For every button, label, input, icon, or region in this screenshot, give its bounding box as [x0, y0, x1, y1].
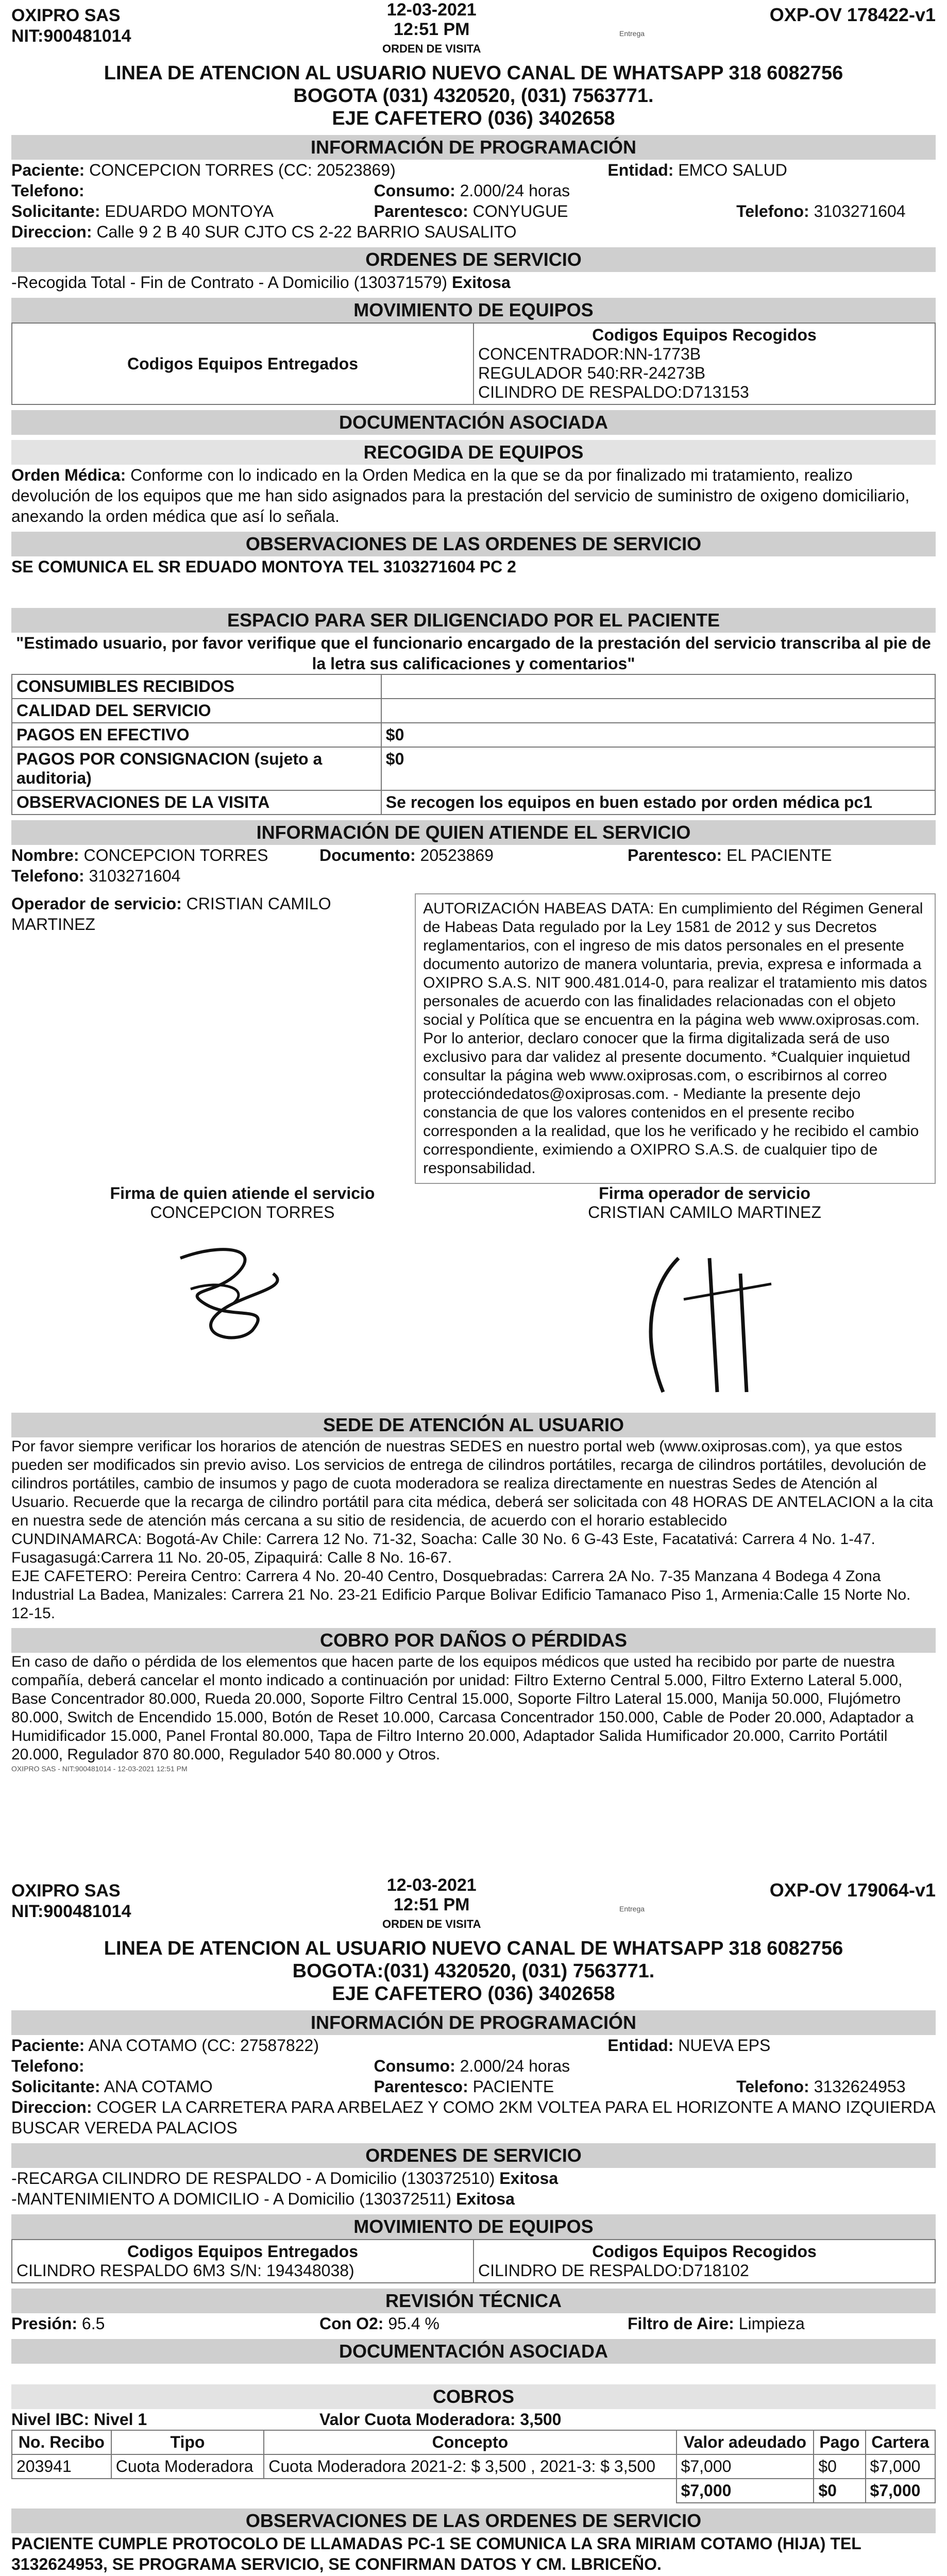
solicitante-value: ANA COTAMO	[104, 2077, 213, 2096]
cobro-text: En caso de daño o pérdida de los elementos que hacen parte de los equipos médicos que usted ha recibido por parte de nuestra compañía, deberá cancelar el monto indicado a continuación por unidad: Filtro Externo Central 5.000, Filtro Externo Lateral 5.000, Base Concentrador 80.000, Rueda 20.000, Soporte Filtro Central 15.000, Soporte Filtro Lateral 15.000, Manija 50.000, Flujómetro 80.000, Switch de Encendido 15.000, Botón de Reset 10.000, Carcasa Concentrador 150.000, Cable de Poder 20.000, Adaptador a Humidificador 15.000, Panel Frontal 80.000, Tapa de Filtro Interno 20.000, Adaptador Salida Humificador 20.000, Carrito Portátil 20.000, Regulador 870 80.000, Regulador 540 80.000 y Otros.	[11, 1653, 914, 1763]
consumo-value: 2.000/24 horas	[460, 181, 570, 200]
info-row-direccion	[11, 222, 936, 242]
consumo-label: Consumo:	[374, 2057, 455, 2075]
table-cell: $7,000	[866, 2479, 935, 2503]
signature-image	[606, 1227, 802, 1402]
table-header-row	[12, 2430, 935, 2454]
orden-text: -Recogida Total - Fin de Contrato - A Domicilio (130371579)	[11, 273, 448, 292]
check-value	[381, 699, 935, 723]
documento-value: 20523869	[420, 846, 494, 865]
check-value: $0	[381, 747, 935, 790]
company-block	[11, 5, 131, 46]
section-observaciones: OBSERVACIONES DE LAS ORDENES DE SERVICIO	[11, 532, 936, 556]
operador-value: CRISTIAN CAMILO MARTINEZ	[11, 894, 331, 934]
section-ordenes: ORDENES DE SERVICIO	[11, 2143, 936, 2168]
paciente-value: ANA COTAMO (CC: 27587822)	[88, 2036, 319, 2055]
nombre-label: Nombre:	[11, 846, 79, 865]
direccion-value: Calle 9 2 B 40 SUR CJTO CS 2-22 BARRIO SAUSALITO	[96, 223, 517, 241]
telefono2-value: 3132624953	[814, 2077, 906, 2096]
section-revision: REVISIÓN TÉCNICA	[11, 2289, 936, 2313]
order-type: ORDEN DE VISITA	[382, 1918, 481, 1930]
order-code: OXP-OV 179064-v1	[769, 1879, 936, 1901]
recogido-item: REGULADOR 540:RR-24273B	[478, 364, 706, 382]
nivel-label: Nivel IBC:	[11, 2410, 90, 2429]
section-ordenes: ORDENES DE SERVICIO	[11, 247, 936, 272]
table-cell: $0	[814, 2479, 865, 2503]
firma-op-name: CRISTIAN CAMILO MARTINEZ	[588, 1203, 821, 1222]
entidad-label: Entidad:	[607, 161, 674, 179]
entregados-label: Codigos Equipos Entregados	[12, 323, 474, 404]
telefono2-value: 3103271604	[814, 202, 906, 221]
signature-image	[160, 1227, 325, 1351]
telefono-label: Telefono:	[11, 181, 84, 200]
table-cell: Cuota Moderadora 2021-2: $ 3,500 , 2021-3: $ 3,500	[264, 2454, 676, 2479]
table-cell: $7,000	[866, 2454, 935, 2479]
recogido-item: CILINDRO DE RESPALDO:D718102	[478, 2261, 749, 2280]
paciente-label: Paciente:	[11, 2036, 85, 2055]
orden-item	[11, 2189, 936, 2209]
entidad-label: Entidad:	[607, 2036, 674, 2055]
parentesco3-label: Parentesco:	[628, 846, 722, 865]
section-movimiento: MOVIMIENTO DE EQUIPOS	[11, 2214, 936, 2239]
movimiento-table	[11, 2239, 936, 2283]
check-label: PAGOS EN EFECTIVO	[12, 723, 381, 747]
table-row	[12, 790, 935, 815]
section-sede: SEDE DE ATENCIÓN AL USUARIO	[11, 1413, 936, 1437]
contact-line-2: BOGOTA:(031) 4320520, (031) 7563771.	[292, 1960, 655, 1982]
sede-text-2: CUNDINAMARCA: Bogotá-Av Chile: Carrera 12 No. 71-32, Soacha: Calle 30 No. 6 G-43 Este, Facatativá: Carrera 4 No. 1-47. Fusagasugá:Carrera 11 No. 20-05, Zipaquirá: Calle 8 No. 16-67.	[11, 1531, 875, 1566]
telefono2-label: Telefono:	[736, 2077, 809, 2096]
cobros-nivel-row	[11, 2409, 936, 2430]
check-label: CONSUMIBLES RECIBIDOS	[12, 674, 381, 699]
filtro-label: Filtro de Aire:	[628, 2314, 734, 2333]
telefono2-label: Telefono:	[736, 202, 809, 221]
order-code: OXP-OV 178422-v1	[769, 4, 936, 25]
presion-label: Presión:	[11, 2314, 78, 2333]
observaciones-text: PACIENTE CUMPLE PROTOCOLO DE LLAMADAS PC-1 SE COMUNICA LA SRA MIRIAM COTAMO (HIJA) TEL 3132624953, SE PROGRAMA SERVICIO, SE CONFIRMAN DATOS Y CM. LBRICEÑO.	[11, 2534, 861, 2573]
order-header	[11, 0, 936, 62]
revision-row	[11, 2313, 936, 2334]
habeas-data: AUTORIZACIÓN HABEAS DATA: En cumplimiento del Régimen General de Habeas Data regulado por la Ley 1581 de 2012 y sus Decretos reglamentarios, con el ingreso de mis datos personales en el presente documento autorizo de manera voluntaria, previa, expresa e informada a OXIPRO S.A.S. NIT 900.481.014-0, para realizar el tratamiento mis datos personales de acuerdo con las finalidades relacionadas con el objeto social y Política que se encuentra en la página web www.oxiprosas.com. Por lo anterior, declaro conocer que la firma digitalizada será de uso exclusivo para dar validez al presente documento. *Cualquier inquietud consultar la página web www.oxiprosas.com, o escribirnos al correo proteccióndedatos@oxiprosas.com. - Mediante la presente dejo constancia de que los valores contenidos en el presente recibo corresponden a la realidad, que los he verificado y he recibido el cambio correspondiente, eximiendo a OXIPRO S.A.S. de cualquier tipo de responsabilidad.	[415, 893, 936, 1184]
presion-value: 6.5	[81, 2314, 105, 2333]
section-paciente: ESPACIO PARA SER DILIGENCIADO POR EL PACIENTE	[11, 608, 936, 633]
sede-text: Por favor siempre verificar los horarios de atención de nuestras SEDES en nuestro portal web (www.oxiprosas.com), ya que estos pueden ser modificados sin previo aviso. Los servicios de entrega de cilindros portátiles, recarga de cilindros portátiles, devolución de cilindros portátiles, cambio de insumos y pago de cuota moderadora se realiza directamente en nuestras Sedes de Atención al Usuario. Recuerde que la recarga de cilindro portátil para cita médica, deberá ser solicitada con 48 HORAS DE ANTELACION a la cita en nuestra sede de atención más cercana a su sitio de residencia, de acuerdo con el horario establecido	[11, 1438, 934, 1529]
table-row	[12, 2454, 935, 2479]
table-row	[12, 723, 935, 747]
check-label: PAGOS POR CONSIGNACION (sujeto a auditoria)	[12, 747, 381, 790]
info-row-paciente	[11, 2035, 936, 2056]
movimiento-table	[11, 323, 936, 405]
cobros-table	[11, 2430, 936, 2503]
sede-text-3: EJE CAFETERO: Pereira Centro: Carrera 4 No. 20-40 Centro, Dosquebradas: Carrera 2A No. 7-35 Manzana 4 Bodega 4 Zona Industrial La Badea, Manizales: Carrera 21 No. 23-21 Edificio Parque Bolivar Edificio Tamanaco Piso 1, Armenia:Calle 15 Norte No. 12-15.	[11, 1568, 911, 1622]
solicitante-label: Solicitante:	[11, 2077, 100, 2096]
con-o2-label: Con O2:	[319, 2314, 384, 2333]
table-row	[12, 674, 935, 699]
nombre-value: CONCEPCION TORRES	[83, 846, 268, 865]
entidad-value: EMCO SALUD	[678, 161, 787, 179]
recogidos-cell	[474, 2240, 935, 2283]
consumo-value: 2.000/24 horas	[460, 2057, 570, 2075]
filtro-value: Limpieza	[738, 2314, 805, 2333]
company-name: OXIPRO SAS	[11, 1881, 121, 1901]
recogido-item: CILINDRO DE RESPALDO:D713153	[478, 383, 749, 401]
table-total-row	[12, 2479, 935, 2503]
info-row-telefono	[11, 180, 936, 201]
operador-row	[11, 893, 936, 1184]
section-movimiento: MOVIMIENTO DE EQUIPOS	[11, 298, 936, 323]
section-cobros: COBROS	[11, 2384, 936, 2409]
parentesco-value: CONYUGUE	[472, 202, 568, 221]
order-header	[11, 1875, 936, 1937]
column-header: Pago	[814, 2430, 865, 2454]
info-row-telefono	[11, 2056, 936, 2076]
info-row-direccion	[11, 2097, 936, 2138]
column-header: Valor adeudado	[677, 2430, 814, 2454]
contact-line-2: BOGOTA (031) 4320520, (031) 7563771.	[293, 85, 654, 107]
datetime-block	[382, 1875, 481, 1934]
column-header: Concepto	[264, 2430, 676, 2454]
telefono-label: Telefono:	[11, 2057, 84, 2075]
direccion-label: Direccion:	[11, 223, 92, 241]
quien-telefono	[11, 866, 936, 886]
contact-line-3: EJE CAFETERO (036) 3402658	[332, 108, 615, 129]
parentesco3-value: EL PACIENTE	[726, 846, 832, 865]
visit-order-2	[0, 1875, 947, 2576]
section-quien-atiende: INFORMACIÓN DE QUIEN ATIENDE EL SERVICIO	[11, 820, 936, 845]
telefono3-label: Telefono:	[11, 867, 84, 885]
recogidos-label: Codigos Equipos Recogidos	[592, 326, 817, 344]
paciente-note: "Estimado usuario, por favor verifique que el funcionario encargado de la prestación del servicio transcriba al pie de la letra sus calificaciones y comentarios"	[16, 634, 931, 673]
entregados-label: Codigos Equipos Entregados	[127, 2242, 358, 2261]
info-row-solicitante	[11, 201, 936, 222]
solicitante-value: EDUARDO MONTOYA	[105, 202, 274, 221]
table-cell: $7,000	[677, 2479, 814, 2503]
section-info-programacion: INFORMACIÓN DE PROGRAMACIÓN	[11, 2010, 936, 2035]
direccion-value: COGER LA CARRETERA PARA ARBELAEZ Y COMO 2KM VOLTEA PARA EL HORIZONTE A MANO IZQUIERDA BUSCAR VEREDA PALACIOS	[11, 2098, 935, 2137]
recogido-item: CONCENTRADOR:NN-1773B	[478, 345, 701, 363]
contact-line-3: EJE CAFETERO (036) 3402658	[332, 1983, 615, 2005]
parentesco-label: Parentesco:	[374, 2077, 468, 2096]
section-observaciones: OBSERVACIONES DE LAS ORDENES DE SERVICIO	[11, 2509, 936, 2533]
paciente-label: Paciente:	[11, 161, 85, 179]
quien-row	[11, 845, 936, 866]
check-label: CALIDAD DEL SERVICIO	[12, 699, 381, 723]
company-nit: NIT:900481014	[11, 1902, 131, 1921]
orden-status: Exitosa	[456, 2190, 515, 2208]
observaciones-text: SE COMUNICA EL SR EDUADO MONTOYA TEL 3103271604 PC 2	[11, 557, 516, 576]
paciente-table	[11, 674, 936, 815]
entregado-item: CILINDRO RESPALDO 6M3 S/N: 194348038)	[16, 2261, 354, 2280]
order-time: 12:51 PM	[394, 1895, 470, 1914]
parentesco-value: PACIENTE	[472, 2077, 554, 2096]
order-date: 12-03-2021	[386, 0, 477, 20]
column-header: No. Recibo	[12, 2430, 111, 2454]
firma-pac-name: CONCEPCION TORRES	[150, 1203, 335, 1222]
contact-line-1: LINEA DE ATENCION AL USUARIO NUEVO CANAL DE WHATSAPP 318 6082756	[104, 62, 843, 84]
documento-label: Documento:	[319, 846, 416, 865]
signatures	[11, 1184, 936, 1408]
order-time: 12:51 PM	[394, 20, 470, 39]
table-cell: Cuota Moderadora	[111, 2454, 264, 2479]
check-label: OBSERVACIONES DE LA VISITA	[12, 790, 381, 815]
recogidos-cell	[474, 323, 935, 404]
datetime-block	[382, 0, 481, 59]
column-header: Cartera	[866, 2430, 935, 2454]
section-cobro-danos: COBRO POR DAÑOS O PÉRDIDAS	[11, 1628, 936, 1653]
valor-cuota-value: 3,500	[520, 2410, 562, 2429]
operador-label: Operador de servicio:	[11, 894, 182, 913]
check-value: Se recogen los equipos en buen estado por orden médica pc1	[381, 790, 935, 815]
section-documentacion: DOCUMENTACIÓN ASOCIADA	[11, 410, 936, 435]
entregados-cell	[12, 2240, 474, 2283]
consumo-label: Consumo:	[374, 181, 455, 200]
contact-line-1: LINEA DE ATENCION AL USUARIO NUEVO CANAL DE WHATSAPP 318 6082756	[104, 1938, 843, 1959]
direccion-label: Direccion:	[11, 2098, 92, 2116]
order-type: ORDEN DE VISITA	[382, 42, 481, 55]
orden-medica-block	[11, 465, 936, 527]
order-sub: Entrega	[619, 1905, 645, 1913]
orden-medica-text: Conforme con lo indicado en la Orden Medica en la que se da por finalizado mi tratamiento, realizo devolución de los equipos que me han sido asignados para la prestación del servicio de suministro de oxigeno domiciliario, anexando la orden médica que así lo señala.	[11, 466, 910, 526]
info-row-solicitante	[11, 2076, 936, 2097]
paciente-value: CONCEPCION TORRES (CC: 20523869)	[89, 161, 396, 179]
table-row	[12, 747, 935, 790]
orden-item	[11, 2168, 936, 2189]
signature-paciente	[21, 1184, 464, 1408]
section-documentacion: DOCUMENTACIÓN ASOCIADA	[11, 2339, 936, 2364]
orden-text: -MANTENIMIENTO A DOMICILIO - A Domicilio (130372511)	[11, 2190, 452, 2208]
solicitante-label: Solicitante:	[11, 202, 100, 221]
check-value: $0	[381, 723, 935, 747]
firma-op-label: Firma operador de servicio	[599, 1184, 810, 1202]
table-row	[12, 699, 935, 723]
footer-text: OXIPRO SAS - NIT:900481014 - 12-03-2021 12:51 PM	[11, 1765, 188, 1773]
orden-status: Exitosa	[499, 2169, 559, 2188]
nivel-value: Nivel 1	[94, 2410, 147, 2429]
column-header: Tipo	[111, 2430, 264, 2454]
orden-status: Exitosa	[451, 273, 511, 292]
recogidos-label: Codigos Equipos Recogidos	[592, 2242, 817, 2261]
section-recogida: RECOGIDA DE EQUIPOS	[11, 440, 936, 465]
table-cell: 203941	[12, 2454, 111, 2479]
order-sub: Entrega	[619, 29, 645, 38]
entidad-value: NUEVA EPS	[678, 2036, 771, 2055]
section-info-programacion: INFORMACIÓN DE PROGRAMACIÓN	[11, 135, 936, 160]
company-nit: NIT:900481014	[11, 26, 131, 46]
table-cell: $7,000	[677, 2454, 814, 2479]
con-o2-value: 95.4 %	[388, 2314, 439, 2333]
orden-text: -RECARGA CILINDRO DE RESPALDO - A Domicilio (130372510)	[11, 2169, 495, 2188]
info-row-paciente	[11, 160, 936, 180]
firma-pac-label: Firma de quien atiende el servicio	[110, 1184, 375, 1202]
orden-item	[11, 272, 936, 293]
telefono3-value: 3103271604	[89, 867, 181, 885]
check-value	[381, 674, 935, 699]
signature-operador	[483, 1184, 926, 1408]
parentesco-label: Parentesco:	[374, 202, 468, 221]
company-block	[11, 1880, 131, 1922]
table-cell: $0	[814, 2454, 865, 2479]
valor-cuota-label: Valor Cuota Moderadora:	[319, 2410, 516, 2429]
company-name: OXIPRO SAS	[11, 6, 121, 25]
orden-medica-label: Orden Médica:	[11, 466, 126, 484]
order-date: 12-03-2021	[386, 1875, 477, 1895]
